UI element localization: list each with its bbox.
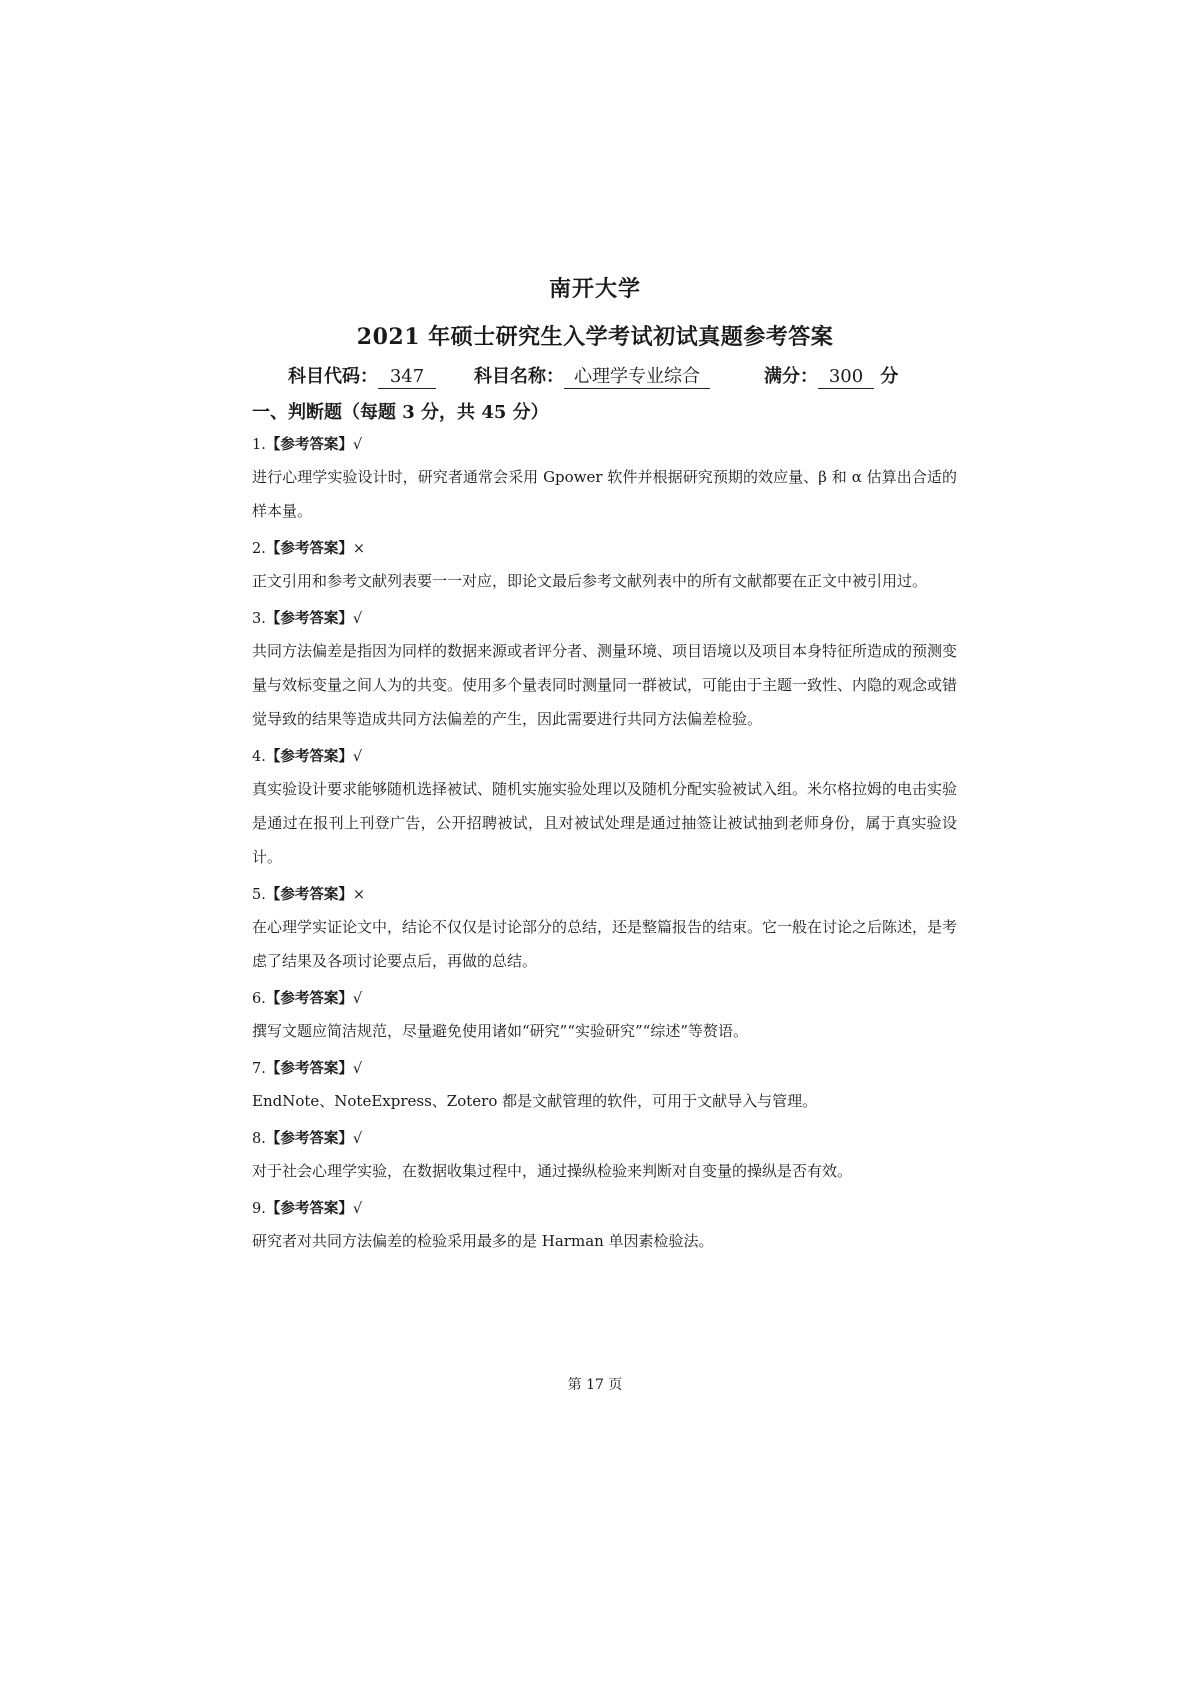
subject-code-label: 科目代码：	[288, 366, 378, 387]
answer-label	[252, 604, 957, 634]
answer-number: 1.	[252, 437, 266, 453]
answer-explanation: 在心理学实证论文中，结论不仅仅是讨论部分的总结，还是整篇报告的结束。它一般在讨论之后陈述，是考虑了结果及各项讨论要点后，再做的总结。	[252, 918, 958, 970]
answer-tag: 【参考答案】	[265, 1130, 353, 1147]
answer-mark: √	[352, 1061, 363, 1077]
full-score-label: 满分：	[764, 366, 818, 387]
full-score	[764, 362, 898, 389]
answer-tag: 【参考答案】	[265, 1060, 353, 1077]
answer-label	[252, 534, 957, 564]
answer-item	[252, 534, 957, 598]
answer-tag: 【参考答案】	[265, 886, 353, 903]
answer-number: 9.	[252, 1201, 266, 1217]
answer-number: 7.	[252, 1061, 266, 1077]
page-number: 第 17 页	[567, 1377, 623, 1393]
answer-number: 6.	[252, 991, 266, 1007]
answer-tag: 【参考答案】	[265, 748, 353, 765]
subject-name	[474, 362, 710, 389]
answer-mark: ×	[352, 887, 365, 903]
answer-explanation: 真实验设计要求能够随机选择被试、随机实施实验处理以及随机分配实验被试入组。米尔格拉姆的电击实验是通过在报刊上刊登广告，公开招聘被试，且对被试处理是通过抽签让被试抽到老师身份，属于真实验设计。	[252, 780, 958, 866]
answer-tag: 【参考答案】	[265, 1200, 353, 1217]
answer-item	[252, 1194, 957, 1258]
answer-mark: √	[352, 749, 363, 765]
answer-item	[252, 430, 957, 528]
answer-item	[252, 1124, 957, 1188]
answer-explanation: 正文引用和参考文献列表要一一对应，即论文最后参考文献列表中的所有文献都要在正文中被引用过。	[252, 572, 928, 590]
answer-tag: 【参考答案】	[265, 990, 353, 1007]
answer-mark: √	[352, 437, 363, 453]
answer-label	[252, 984, 957, 1014]
answer-list	[252, 430, 957, 1264]
answer-explanation: EndNote、NoteExpress、Zotero 都是文献管理的软件，可用于文献导入与管理。	[252, 1092, 818, 1110]
university-name: 南开大学	[548, 276, 641, 302]
answer-mark: √	[352, 991, 363, 1007]
subject-code-value: 347	[378, 366, 436, 389]
full-score-unit: 分	[880, 366, 899, 387]
answer-explanation: 撰写文题应简洁规范，尽量避免使用诸如“研究”“实验研究”“综述”等赘语。	[252, 1022, 749, 1040]
answer-item	[252, 880, 957, 978]
answer-mark: √	[352, 611, 363, 627]
answer-mark: √	[352, 1201, 363, 1217]
answer-item	[252, 984, 957, 1048]
answer-label	[252, 430, 957, 460]
answer-explanation: 共同方法偏差是指因为同样的数据来源或者评分者、测量环境、项目语境以及项目本身特征所造成的预测变量与效标变量之间人为的共变。使用多个量表同时测量同一群被试，可能由于主题一致性、内隐的观念或错觉导致的结果等造成共同方法偏差的产生，因此需要进行共同方法偏差检验。	[252, 642, 958, 728]
answer-tag: 【参考答案】	[265, 436, 353, 453]
answer-item	[252, 1054, 957, 1118]
subject-name-label: 科目名称：	[474, 366, 564, 387]
answer-tag: 【参考答案】	[265, 540, 353, 557]
answer-label	[252, 1194, 957, 1224]
answer-number: 5.	[252, 887, 266, 903]
subject-code	[288, 362, 436, 389]
answer-number: 2.	[252, 541, 266, 557]
subject-name-value: 心理学专业综合	[564, 366, 710, 389]
answer-mark: ×	[352, 541, 365, 557]
answer-explanation: 研究者对共同方法偏差的检验采用最多的是 Harman 单因素检验法。	[252, 1232, 714, 1250]
subject-info-row	[288, 362, 948, 392]
answer-item	[252, 604, 957, 736]
answer-item	[252, 742, 957, 874]
answer-explanation: 对于社会心理学实验，在数据收集过程中，通过操纵检验来判断对自变量的操纵是否有效。	[252, 1162, 853, 1180]
answer-label	[252, 1124, 957, 1154]
answer-number: 3.	[252, 611, 266, 627]
answer-mark: √	[352, 1131, 363, 1147]
answer-number: 4.	[252, 749, 266, 765]
answer-label	[252, 880, 957, 910]
exam-title: 2021 年硕士研究生入学考试初试真题参考答案	[356, 324, 834, 350]
answer-tag: 【参考答案】	[265, 610, 353, 627]
answer-explanation: 进行心理学实验设计时，研究者通常会采用 Gpower 软件并根据研究预期的效应量、β 和 α 估算出合适的样本量。	[252, 468, 957, 520]
full-score-value: 300	[818, 366, 874, 389]
answer-label	[252, 742, 957, 772]
answer-label	[252, 1054, 957, 1084]
section-heading: 一、判断题（每题 3 分，共 45 分）	[252, 402, 549, 423]
answer-number: 8.	[252, 1131, 266, 1147]
